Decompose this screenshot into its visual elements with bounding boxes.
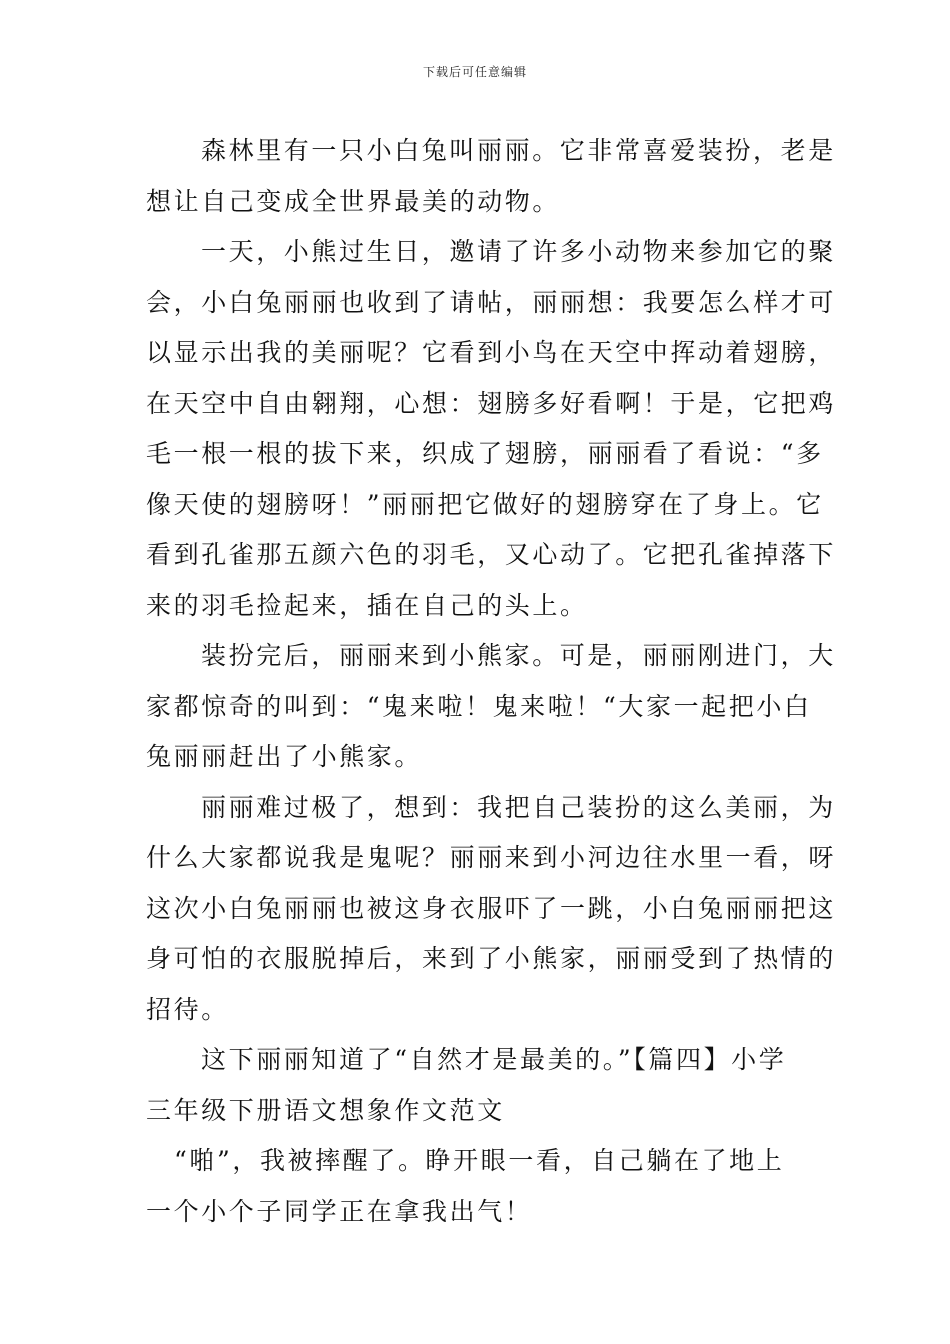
paragraph-4 (146, 783, 837, 1036)
page-header: 下载后可任意编辑 (422, 65, 527, 79)
text-line: 毛一根一根的拔下来，织成了翅膀，丽丽看了看说：“多 (146, 439, 824, 468)
paragraph-5 (146, 1035, 806, 1136)
text-line: 什么大家都说我是鬼呢？丽丽来到小河边往水里一看，呀 (146, 843, 837, 872)
text-line: “啪”，我被摔醒了。睁开眼一看，自己躺在了地上 (174, 1146, 785, 1175)
paragraph-6 (146, 1136, 806, 1237)
text-line: 这次小白兔丽丽也被这身衣服吓了一跳，小白兔丽丽把这 (146, 893, 837, 923)
text-line: 想让自己变成全世界最美的动物。 (146, 186, 561, 216)
text-line: 装扮完后，丽丽来到小熊家。可是，丽丽刚进门，大 (201, 641, 836, 670)
text-line: 以显示出我的美丽呢？它看到小鸟在天空中挥动着翅膀， (146, 338, 837, 367)
text-line: 兔丽丽赶出了小熊家。 (146, 742, 423, 771)
text-line: 来的羽毛捡起来，插在自己的头上。 (146, 590, 588, 620)
document-body (146, 126, 837, 1237)
text-line: 丽丽难过极了，想到：我把自己装扮的这么美丽，为 (201, 792, 836, 822)
text-line: 三年级下册语文想象作文范文 (146, 1095, 505, 1125)
paragraph-3 (146, 631, 836, 783)
text-line: 家都惊奇的叫到：“鬼来啦！鬼来啦！“大家一起把小白 (146, 691, 812, 721)
text-line: 森林里有一只小白兔叫丽丽。它非常喜爱装扮，老是 (201, 136, 836, 165)
text-line: 在天空中自由翱翔，心想：翅膀多好看啊！于是，它把鸡 (146, 388, 837, 418)
paragraph-1 (146, 126, 836, 227)
text-line: 看到孔雀那五颜六色的羽毛，又心动了。它把孔雀掉落下 (146, 540, 837, 569)
text-line: 像天使的翅膀呀！”丽丽把它做好的翅膀穿在了身上。它 (146, 489, 824, 519)
text-line: 招待。 (146, 994, 229, 1024)
text-line: 一个小个子同学正在拿我出气！ (146, 1196, 533, 1226)
paragraph-2 (146, 227, 837, 631)
text-line: 这下丽丽知道了“自然才是最美的。”【篇四】小学 (201, 1045, 787, 1074)
text-line: 会，小白兔丽丽也收到了请帖，丽丽想：我要怎么样才可 (146, 287, 837, 317)
text-line: 一天，小熊过生日，邀请了许多小动物来参加它的聚 (201, 237, 836, 266)
text-line: 身可怕的衣服脱掉后，来到了小熊家，丽丽受到了热情的 (146, 944, 837, 973)
